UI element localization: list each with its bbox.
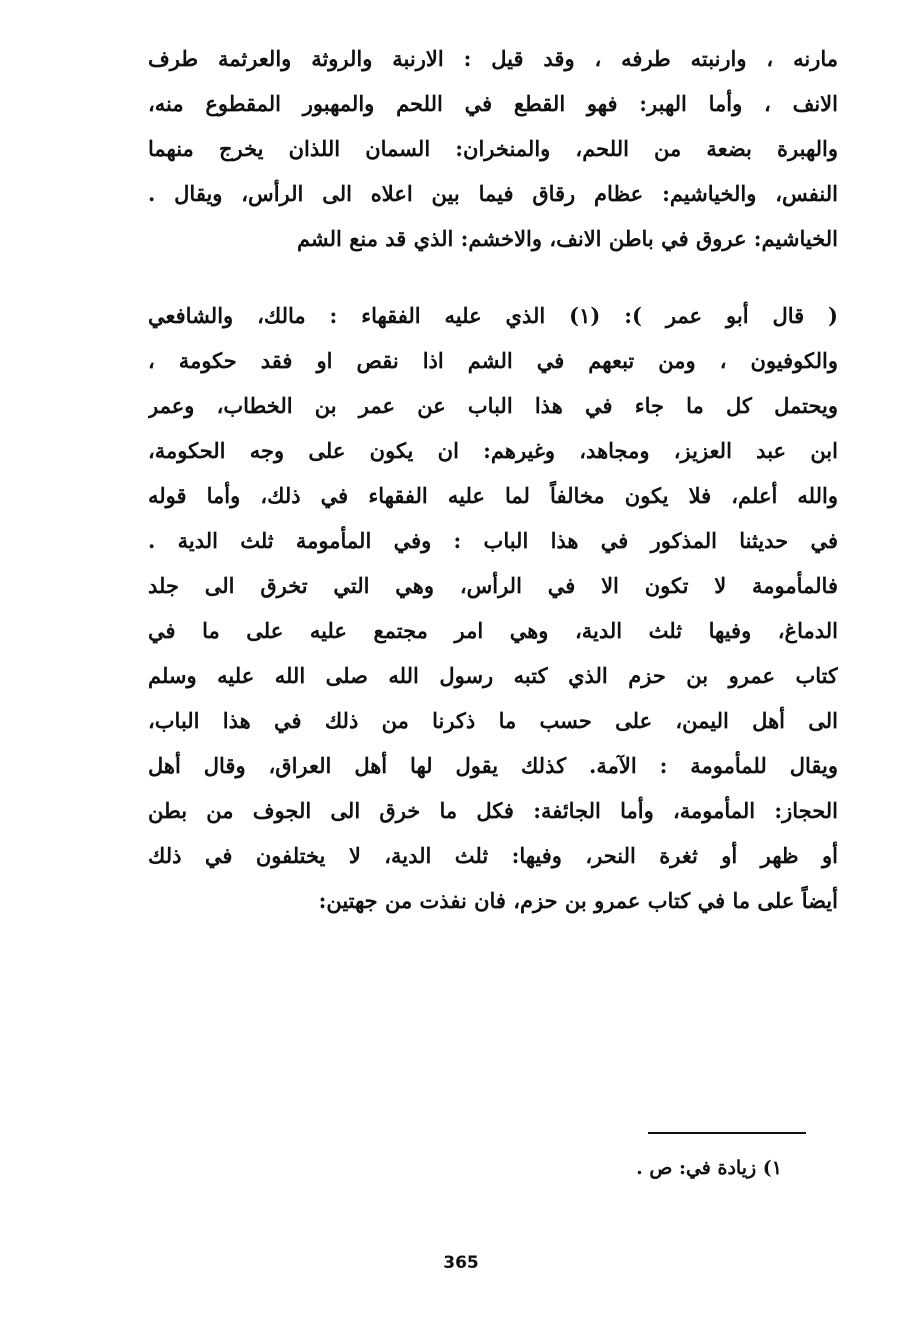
footnote: ١) زيادة في: ص . — [636, 1157, 782, 1179]
text-line: في حديثنا المذكور في هذا الباب : وفي المأمومة ثلث الدية . — [148, 528, 838, 553]
text-line: الانف ، وأما الهبر: فهو القطع في اللحم والمهبور المقطوع منه، — [148, 91, 838, 116]
footnote-divider — [648, 1132, 806, 1134]
text-line: فالمأمومة لا تكون الا في الرأس، وهي التي تخرق الى جلد — [148, 573, 838, 598]
text-line: والله أعلم، فلا يكون مخالفاً لما عليه الفقهاء في ذلك، وأما قوله — [148, 483, 838, 508]
paragraph-definitions — [148, 36, 838, 261]
page-number: 365 — [443, 1253, 479, 1273]
text-line: أيضاً على ما في كتاب عمرو بن حزم، فان نفذت من جهتين: — [318, 888, 838, 913]
text-line: والهبرة بضعة من اللحم، والمنخران: السمان اللذان يخرج منهما — [148, 136, 838, 161]
text-line: الدماغ، وفيها ثلث الدية، وهي امر مجتمع عليه على ما في — [148, 618, 838, 643]
text-line: مارنه ، وارنبته طرفه ، وقد قيل : الارنبة والروثة والعرثمة طرف — [148, 46, 838, 71]
text-line: ابن عبد العزيز، ومجاهد، وغيرهم: ان يكون على وجه الحكومة، — [148, 438, 838, 463]
text-line: ويحتمل كل ما جاء في هذا الباب عن عمر بن الخطاب، وعمر — [148, 393, 838, 418]
text-line: ويقال للمأمومة : الآمة. كذلك يقول لها أهل العراق، وقال أهل — [148, 753, 838, 778]
text-line: الخياشيم: عروق في باطن الانف، والاخشم: الذي قد منع الشم — [296, 226, 838, 251]
text-line: ( قال أبو عمر ): (١) الذي عليه الفقهاء : مالك، والشافعي — [148, 303, 838, 328]
text-line: والكوفيون ، ومن تبعهم في الشم اذا نقص او فقد حكومة ، — [148, 348, 838, 373]
paragraph-commentary — [148, 293, 838, 923]
text-line: الى أهل اليمن، على حسب ما ذكرنا من ذلك في هذا الباب، — [148, 708, 838, 733]
text-line: أو ظهر أو ثغرة النحر، وفيها: ثلث الدية، لا يختلفون في ذلك — [148, 843, 838, 868]
text-line: النفس، والخياشيم: عظام رقاق فيما بين اعلاه الى الرأس، ويقال . — [148, 181, 838, 206]
text-line: الحجاز: المأمومة، وأما الجائفة: فكل ما خرق الى الجوف من بطن — [148, 798, 838, 823]
text-line: كتاب عمرو بن حزم الذي كتبه رسول الله صلى الله عليه وسلم — [148, 663, 838, 688]
